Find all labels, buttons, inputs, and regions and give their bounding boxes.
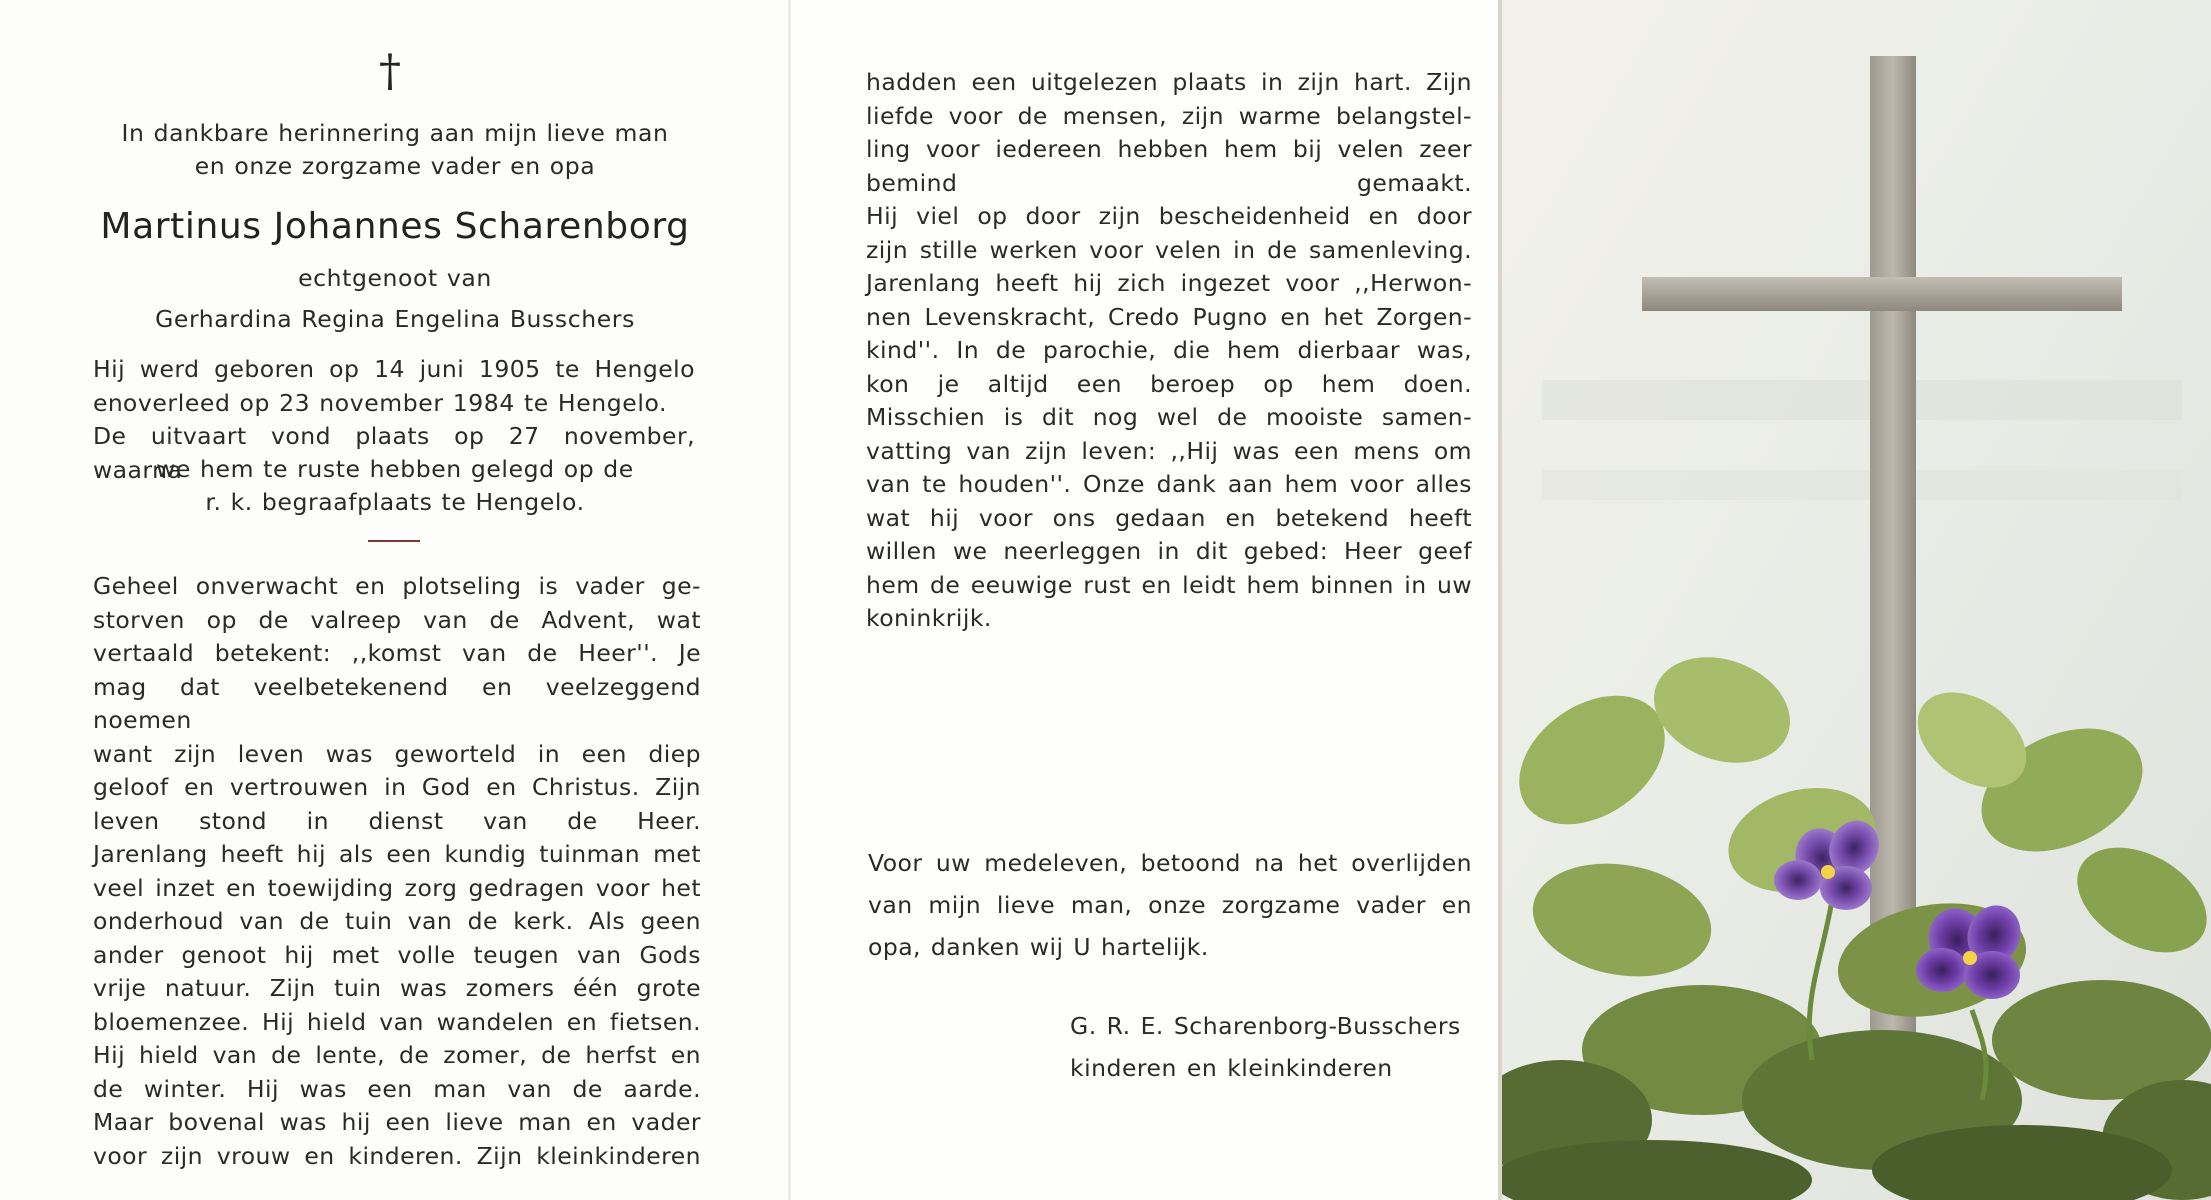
spouse-name-block	[60, 303, 730, 336]
body-line: bloemenzee. Hij hield van wandelen en fietsen.	[93, 1007, 701, 1036]
thanks-line: Voor uw medeleven, betoond na het overlijden	[868, 849, 1472, 877]
dates-line: Hij werd geboren op 14 juni 1905 te Hengelo en	[93, 355, 695, 417]
dates-line: De uitvaart vond plaats op 27 november, waarna	[93, 422, 695, 484]
dedication-line: In dankbare herinnering aan mijn lieve man	[121, 119, 669, 147]
divider-rule	[368, 540, 420, 542]
dates-block-centered-2	[60, 453, 730, 519]
spouse-block	[60, 262, 730, 295]
card-fold	[788, 0, 791, 1200]
body-line: vrije natuur. Zijn tuin was zomers één grote	[93, 974, 701, 1002]
thanks-line: van mijn lieve man, onze zorgzame vader en	[868, 891, 1472, 919]
body-line: Jarenlang heeft hij als een kundig tuinman met	[93, 840, 701, 868]
body-line: van te houden''. Onze dank aan hem voor alles	[866, 470, 1472, 498]
body-line: liefde voor de mensen, zijn warme belangstel-	[866, 101, 1472, 130]
spouse-name: Gerhardina Regina Engelina Busschers	[155, 305, 635, 333]
body-line: geloof en vertrouwen in God en Christus. Zijn	[93, 773, 701, 801]
body-line: de winter. Hij was een man van de aarde.	[93, 1074, 701, 1103]
body-line: koninkrijk.	[866, 604, 992, 632]
body-line: willen we neerleggen in dit gebed: Heer geef	[866, 537, 1472, 565]
body-line: want zijn leven was geworteld in een diep	[93, 739, 701, 768]
body-line: nen Levenskracht, Credo Pugno en het Zorgen-	[866, 302, 1472, 331]
body-line: leven stond in dienst van de Heer.	[93, 806, 701, 835]
body-line: wat hij voor ons gedaan en betekend heeft	[866, 503, 1472, 532]
cross-icon: †	[379, 46, 401, 97]
body-line: storven op de valreep van de Advent, wat	[93, 605, 701, 634]
photo-cross-violets	[1502, 0, 2211, 1200]
body-line: Hij hield van de lente, de zomer, de herfst en	[93, 1041, 701, 1069]
spouse-intro: echtgenoot van	[298, 264, 492, 292]
deceased-name	[60, 204, 730, 250]
cross-horizontal-beam	[1642, 277, 2122, 311]
body-line: voor zijn vrouw en kinderen. Zijn kleinkinderen	[93, 1141, 701, 1170]
body-line: veel inzet en toewijding zorg gedragen voor het	[93, 873, 701, 902]
body-line: hadden een uitgelezen plaats in zijn hart. Zijn	[866, 68, 1472, 96]
left-body-text	[93, 570, 701, 1173]
signature-block	[1070, 1005, 1490, 1089]
body-line: Jarenlang heeft hij zich ingezet voor ,,Herwon-	[866, 269, 1472, 297]
deceased-name-text: Martinus Johannes Scharenborg	[100, 206, 690, 247]
body-line: Geheel onverwacht en plotseling is vader ge-	[93, 572, 701, 600]
dedication	[60, 117, 730, 183]
thanks-text	[868, 842, 1472, 968]
signature-name: G. R. E. Scharenborg-Busschers	[1070, 1012, 1461, 1040]
dates-line: r. k. begraafplaats te Hengelo.	[205, 488, 585, 516]
body-line: Hij viel op door zijn bescheidenheid en door	[866, 202, 1472, 230]
body-line: Maar bovenal was hij een lieve man en vader	[93, 1108, 701, 1136]
body-line: onderhoud van de tuin van de kerk. Als geen	[93, 907, 701, 935]
body-line: kon je altijd een beroep op hem doen.	[866, 369, 1472, 398]
right-body-text	[866, 66, 1472, 636]
body-line: zijn stille werken voor velen in de samenleving.	[866, 235, 1472, 264]
body-line: bemind gemaakt.	[866, 168, 1472, 197]
body-line: vertaald betekent: ,,komst van de Heer''. Je	[93, 639, 701, 667]
body-line: mag dat veelbetekenend en veelzeggend noemen	[93, 672, 701, 734]
body-line: kind''. In de parochie, die hem dierbaar was,	[866, 336, 1472, 364]
body-line: hem de eeuwige rust en leidt hem binnen in uw	[866, 570, 1472, 599]
dates-block-centered	[60, 387, 730, 420]
dates-line: overleed op 23 november 1984 te Hengelo.	[122, 389, 668, 417]
signature-family: kinderen en kleinkinderen	[1070, 1054, 1393, 1082]
body-line: ling voor iedereen hebben hem bij velen zeer	[866, 135, 1472, 163]
body-line: vatting van zijn leven: ,,Hij was een mens om	[866, 436, 1472, 465]
dedication-line: en onze zorgzame vader en opa	[194, 152, 596, 180]
body-line: ander genoot hij met volle teugen van Gods	[93, 940, 701, 969]
body-line: Misschien is dit nog wel de mooiste samen-	[866, 403, 1472, 431]
dates-line: we hem te ruste hebben gelegd op de	[156, 455, 634, 483]
thanks-line: opa, danken wij U hartelijk.	[868, 933, 1209, 961]
